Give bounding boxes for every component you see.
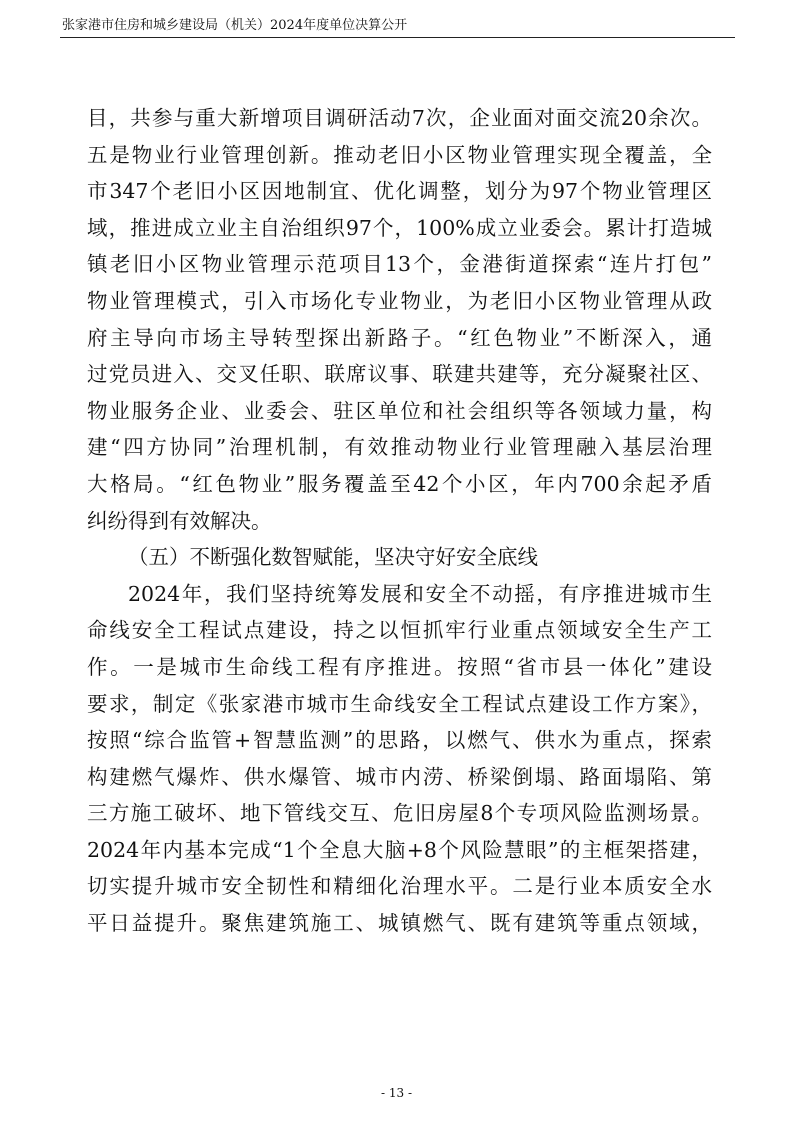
text-line: 命线安全工程试点建设，持之以恒抓牢行业重点领域安全生产工 <box>87 618 712 643</box>
text-line: 府主导向市场主导转型探出新路子。“红色物业”不断深入，通 <box>87 325 712 350</box>
section-heading: （五）不断强化数智赋能，坚决守好安全底线 <box>128 545 538 570</box>
text-line: 目，共参与重大新增项目调研活动7次，企业面对面交流20余次。 <box>87 106 712 130</box>
text-line: 切实提升城市安全韧性和精细化治理水平。二是行业本质安全水 <box>87 874 712 899</box>
document-body <box>87 100 712 942</box>
text-line: 过党员进入、交叉任职、联席议事、联建共建等，充分凝聚社区、 <box>87 362 712 387</box>
text-line: 平日益提升。聚焦建筑施工、城镇燃气、既有建筑等重点领域， <box>87 911 712 936</box>
text-line: 大格局。“红色物业”服务覆盖至42个小区，年内700余起矛盾 <box>87 471 712 496</box>
text-line: 建“四方协同”治理机制，有效推动物业行业管理融入基层治理 <box>87 435 712 460</box>
page-header-title: 张家港市住房和城乡建设局（机关）2024年度单位决算公开 <box>62 18 408 33</box>
text-line: 域，推进成立业主自治组织97个，100%成立业委会。累计打造城 <box>87 215 712 240</box>
text-line: 物业服务企业、业委会、驻区单位和社会组织等各领域力量，构 <box>87 398 712 423</box>
text-line: 镇老旧小区物业管理示范项目13个，金港街道探索“连片打包” <box>87 252 712 277</box>
text-line: 市347个老旧小区因地制宜、优化调整，划分为97个物业管理区 <box>87 179 712 204</box>
page-number: - 13 - <box>380 1086 412 1100</box>
text-line: 2024年内基本完成“1个全息大脑+8个风险慧眼”的主框架搭建， <box>87 837 712 862</box>
text-line: 要求，制定《张家港市城市生命线安全工程试点建设工作方案》， <box>87 691 712 716</box>
text-line: 五是物业行业管理创新。推动老旧小区物业管理实现全覆盖，全 <box>87 142 712 167</box>
text-line: 物业管理模式，引入市场化专业物业，为老旧小区物业管理从政 <box>87 288 712 313</box>
text-line: 作。一是城市生命线工程有序推进。按照“省市县一体化”建设 <box>87 654 712 679</box>
text-line: 2024年，我们坚持统筹发展和安全不动摇，有序推进城市生 <box>128 581 712 606</box>
text-line: 纠纷得到有效解决。 <box>87 508 272 533</box>
text-line: 按照“综合监管+智慧监测”的思路，以燃气、供水为重点，探索 <box>87 728 712 753</box>
text-line: 构建燃气爆炸、供水爆管、城市内涝、桥梁倒塌、路面塌陷、第 <box>87 764 712 789</box>
text-line: 三方施工破坏、地下管线交互、危旧房屋8个专项风险监测场景。 <box>87 801 712 826</box>
header-divider <box>60 37 735 38</box>
